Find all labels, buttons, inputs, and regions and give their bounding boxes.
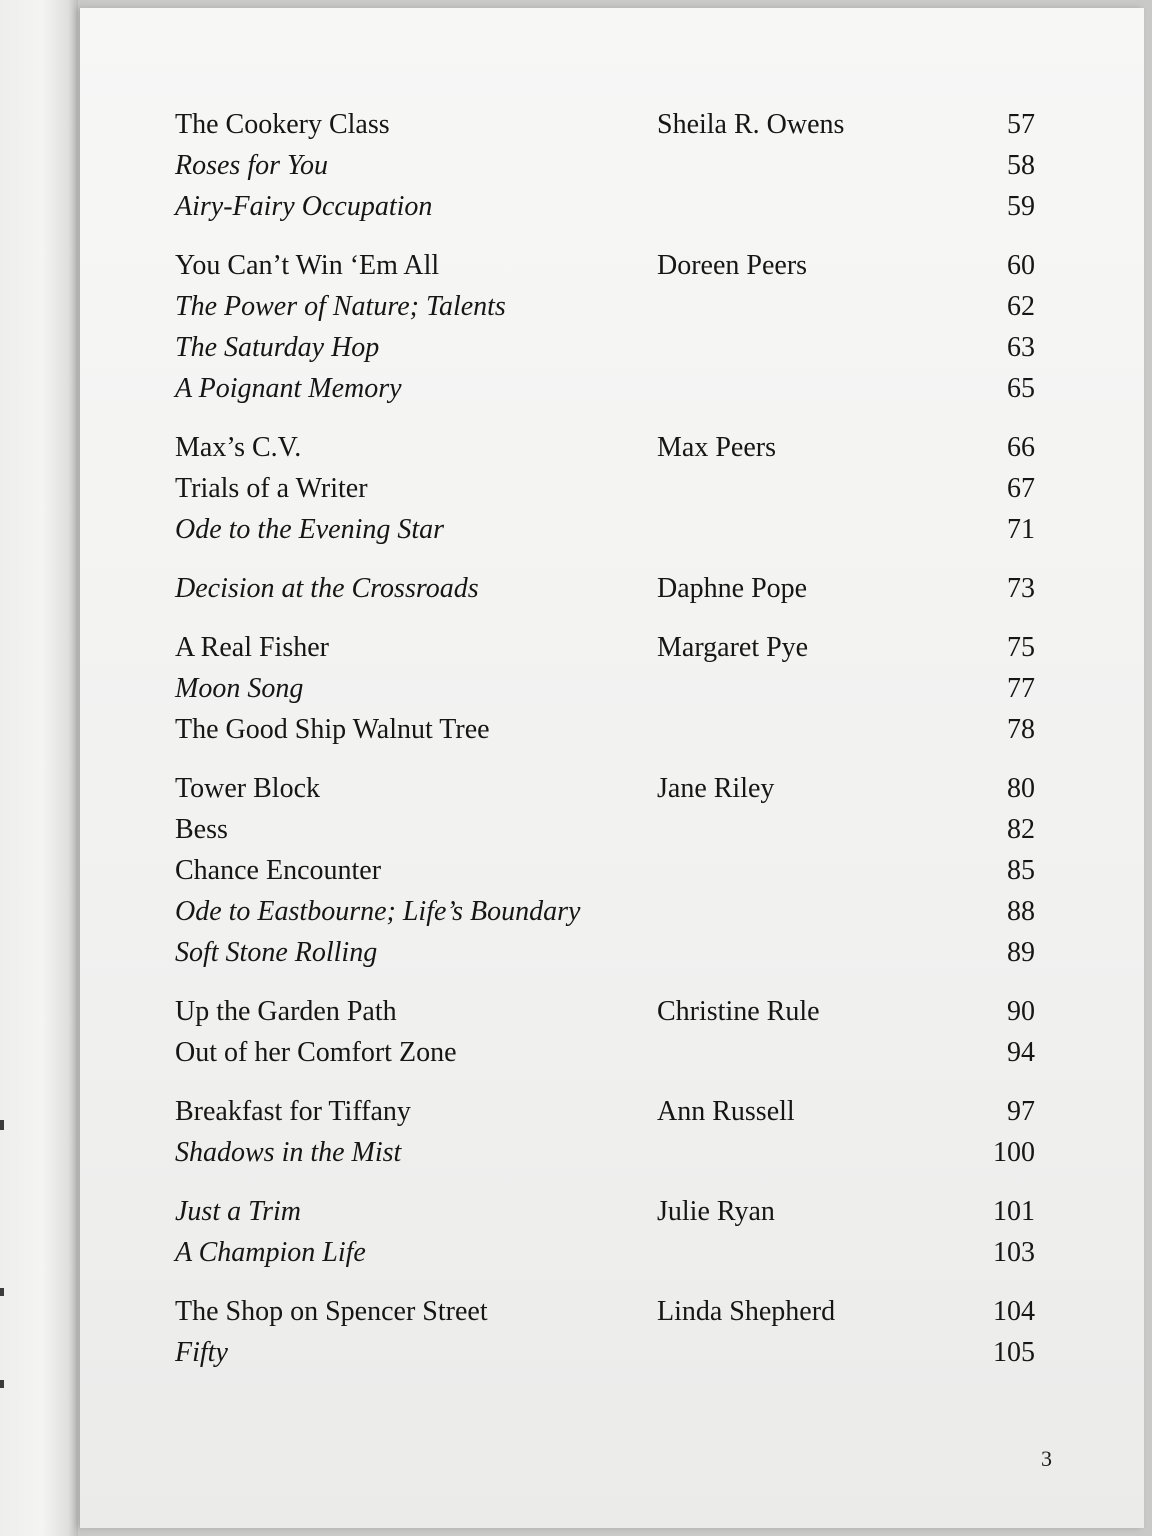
facing-page-edge xyxy=(0,0,78,1536)
facing-page-ink-mark xyxy=(0,1380,4,1388)
toc-entry xyxy=(175,468,1035,509)
entry-page-number: 103 xyxy=(993,1237,1035,1268)
entry-title: Ode to Eastbourne; Life’s Boundary xyxy=(175,896,581,927)
entry-page-number: 104 xyxy=(993,1296,1035,1327)
entry-title: The Good Ship Walnut Tree xyxy=(175,714,490,745)
author-group xyxy=(175,245,1035,409)
entry-page-number: 94 xyxy=(1007,1037,1035,1068)
entry-title: A Real Fisher xyxy=(175,632,329,663)
toc-entry xyxy=(175,368,1035,409)
entry-title: Moon Song xyxy=(175,673,304,704)
entry-title: The Power of Nature; Talents xyxy=(175,291,506,322)
entry-page-number: 60 xyxy=(1007,250,1035,281)
toc-entry xyxy=(175,809,1035,850)
entry-author: Julie Ryan xyxy=(657,1196,775,1227)
entry-author: Ann Russell xyxy=(657,1096,795,1127)
entry-author: Christine Rule xyxy=(657,996,820,1027)
entry-page-number: 97 xyxy=(1007,1096,1035,1127)
toc-entry xyxy=(175,1132,1035,1173)
toc-entry xyxy=(175,427,1035,468)
author-group xyxy=(175,1091,1035,1173)
entry-page-number: 78 xyxy=(1007,714,1035,745)
toc-entry xyxy=(175,991,1035,1032)
toc-entry xyxy=(175,1191,1035,1232)
toc-entry xyxy=(175,186,1035,227)
toc-entry xyxy=(175,568,1035,609)
entry-page-number: 90 xyxy=(1007,996,1035,1027)
entry-page-number: 85 xyxy=(1007,855,1035,886)
entry-page-number: 80 xyxy=(1007,773,1035,804)
entry-title: You Can’t Win ‘Em All xyxy=(175,250,440,281)
entry-author: Sheila R. Owens xyxy=(657,109,845,140)
entry-author: Margaret Pye xyxy=(657,632,809,663)
entry-author: Jane Riley xyxy=(657,773,775,804)
entry-page-number: 71 xyxy=(1007,514,1035,545)
entry-title: Chance Encounter xyxy=(175,855,382,886)
toc-entry xyxy=(175,509,1035,550)
author-group xyxy=(175,568,1035,609)
facing-page-ink-mark xyxy=(0,1288,4,1296)
author-group xyxy=(175,1191,1035,1273)
entry-title: Up the Garden Path xyxy=(175,996,397,1027)
author-group xyxy=(175,1291,1035,1373)
entry-page-number: 77 xyxy=(1007,673,1035,704)
toc-entry xyxy=(175,668,1035,709)
entry-page-number: 101 xyxy=(993,1196,1035,1227)
facing-page-ink-mark xyxy=(0,1120,4,1130)
entry-title: The Cookery Class xyxy=(175,109,390,140)
entry-title: Trials of a Writer xyxy=(175,473,368,504)
entry-page-number: 67 xyxy=(1007,473,1035,504)
toc-entry xyxy=(175,1091,1035,1132)
toc-entry xyxy=(175,850,1035,891)
toc-entry xyxy=(175,1291,1035,1332)
entry-title: A Poignant Memory xyxy=(175,373,402,404)
facing-page-shadow xyxy=(68,0,78,1536)
toc-entry xyxy=(175,286,1035,327)
entry-page-number: 82 xyxy=(1007,814,1035,845)
author-group xyxy=(175,427,1035,550)
entry-title: Bess xyxy=(175,814,228,845)
entry-title: Roses for You xyxy=(175,150,329,181)
entry-title: Ode to the Evening Star xyxy=(175,514,445,545)
entry-page-number: 62 xyxy=(1007,291,1035,322)
toc-entry xyxy=(175,327,1035,368)
entry-title: Soft Stone Rolling xyxy=(175,937,378,968)
toc-entry xyxy=(175,145,1035,186)
entry-title: Breakfast for Tiffany xyxy=(175,1096,411,1127)
entry-page-number: 57 xyxy=(1007,109,1035,140)
toc-entry xyxy=(175,932,1035,973)
entry-title: Fifty xyxy=(175,1337,228,1368)
entry-page-number: 63 xyxy=(1007,332,1035,363)
toc-entry xyxy=(175,245,1035,286)
entry-page-number: 58 xyxy=(1007,150,1035,181)
author-group xyxy=(175,104,1035,227)
entry-page-number: 105 xyxy=(993,1337,1035,1368)
entry-title: A Champion Life xyxy=(175,1237,366,1268)
entry-page-number: 73 xyxy=(1007,573,1035,604)
toc-entry xyxy=(175,104,1035,145)
entry-page-number: 59 xyxy=(1007,191,1035,222)
entry-author: Doreen Peers xyxy=(657,250,808,281)
entry-title: Decision at the Crossroads xyxy=(175,573,479,604)
entry-author: Linda Shepherd xyxy=(657,1296,836,1327)
entry-title: Out of her Comfort Zone xyxy=(175,1037,457,1068)
toc-entry xyxy=(175,1032,1035,1073)
entry-page-number: 66 xyxy=(1007,432,1035,463)
entry-page-number: 65 xyxy=(1007,373,1035,404)
entry-page-number: 89 xyxy=(1007,937,1035,968)
entry-page-number: 88 xyxy=(1007,896,1035,927)
author-group xyxy=(175,991,1035,1073)
entry-title: Airy-Fairy Occupation xyxy=(175,191,433,222)
entry-page-number: 100 xyxy=(993,1137,1035,1168)
toc-entry xyxy=(175,627,1035,668)
toc-entry xyxy=(175,1332,1035,1373)
toc-entry xyxy=(175,768,1035,809)
table-of-contents xyxy=(175,104,1035,1391)
author-group xyxy=(175,627,1035,750)
toc-entry xyxy=(175,1232,1035,1273)
toc-entry xyxy=(175,891,1035,932)
author-group xyxy=(175,768,1035,973)
entry-title: Max’s C.V. xyxy=(175,432,302,463)
entry-title: Tower Block xyxy=(175,773,321,804)
entry-title: Just a Trim xyxy=(175,1196,302,1227)
entry-author: Max Peers xyxy=(657,432,776,463)
entry-title: The Shop on Spencer Street xyxy=(175,1296,488,1327)
toc-entry xyxy=(175,709,1035,750)
contents-page xyxy=(80,8,1144,1528)
entry-page-number: 75 xyxy=(1007,632,1035,663)
entry-title: The Saturday Hop xyxy=(175,332,380,363)
entry-author: Daphne Pope xyxy=(657,573,808,604)
page-number: 3 xyxy=(1041,1446,1052,1471)
entry-title: Shadows in the Mist xyxy=(175,1137,402,1168)
